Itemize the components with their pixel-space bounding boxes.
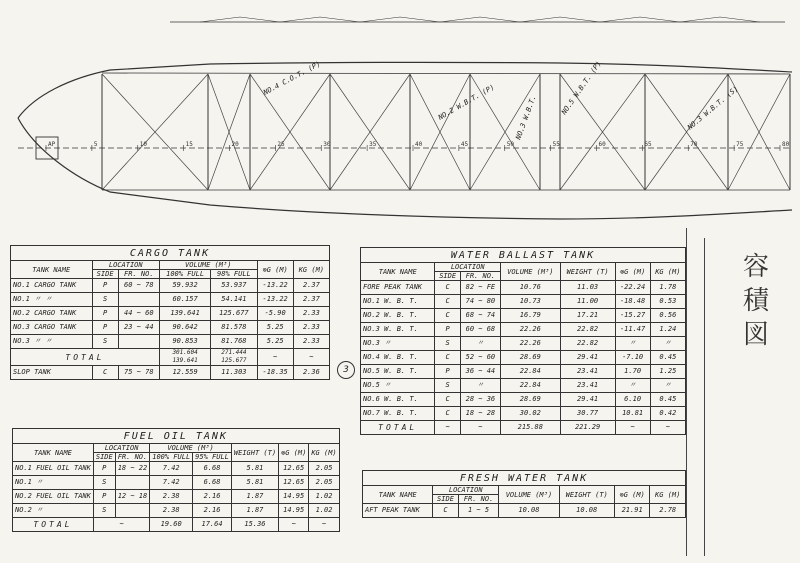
- cell: ~: [650, 421, 685, 435]
- cell: 14.95: [279, 504, 309, 518]
- tank-label: NO.4 C.O.T. (P): [262, 60, 322, 97]
- cell: 〃: [460, 379, 500, 393]
- hull-outline-upper: [18, 59, 792, 118]
- cell: 〃: [460, 337, 500, 351]
- station-label: 70: [690, 141, 698, 148]
- col-header: LOCATION: [435, 263, 501, 272]
- cell: ~: [309, 518, 339, 532]
- cell: 90.853: [159, 335, 210, 349]
- cell: TOTAL: [11, 349, 160, 366]
- cell: 1.25: [650, 365, 685, 379]
- cell-line: 301.604: [172, 349, 198, 356]
- station-label: 10: [139, 141, 147, 148]
- total-row: [11, 349, 330, 366]
- cell: 1.70: [615, 365, 650, 379]
- cell: 29.41: [560, 351, 615, 365]
- col-header: TANK NAME: [13, 444, 94, 462]
- col-header: WEIGHT (T): [231, 444, 278, 462]
- cell: 11.303: [211, 366, 257, 380]
- station-label: 60: [598, 141, 606, 148]
- col-header: SIDE: [93, 453, 115, 462]
- table-row: [11, 307, 330, 321]
- station-label: 25: [277, 141, 285, 148]
- cell: P: [93, 462, 115, 476]
- table-row: [13, 504, 340, 518]
- cell: ~: [279, 518, 309, 532]
- cell: 12.65: [279, 476, 309, 490]
- table-row: [13, 490, 340, 504]
- cell: NO.7 W. B. T.: [361, 407, 435, 421]
- cell: 29.41: [560, 393, 615, 407]
- table-title: FRESH WATER TANK: [363, 471, 686, 486]
- cell: ~: [460, 421, 500, 435]
- cell: 22.84: [500, 379, 560, 393]
- cell: 15.36: [231, 518, 278, 532]
- cell-line: 271.444: [221, 349, 247, 356]
- cell: NO.2 W. B. T.: [361, 309, 435, 323]
- cell: NO.3 〃: [361, 337, 435, 351]
- cell: NO.3 CARGO TANK: [11, 321, 93, 335]
- table-row: [361, 295, 686, 309]
- cell: 〃: [615, 337, 650, 351]
- cell: 81.768: [211, 335, 257, 349]
- cell: 30.02: [500, 407, 560, 421]
- col-header: KG (M): [650, 263, 685, 281]
- cell: 2.78: [650, 504, 686, 518]
- cell: 28 ~ 36: [460, 393, 500, 407]
- cell: NO.2 FUEL OIL TANK: [13, 490, 94, 504]
- col-header: TANK NAME: [363, 486, 433, 504]
- cell: 215.88: [500, 421, 560, 435]
- table-title: FUEL OIL TANK: [13, 429, 340, 444]
- tank-label: NO.3 W.B.T. (S): [686, 84, 740, 132]
- cell: 2.38: [150, 504, 193, 518]
- cell: -15.27: [615, 309, 650, 323]
- cell-line: 125.677: [221, 357, 247, 364]
- cell: 1.24: [650, 323, 685, 337]
- table-row: [11, 293, 330, 307]
- cell: ~: [293, 349, 329, 366]
- cell: C: [435, 407, 460, 421]
- cell: 5.81: [231, 462, 278, 476]
- table-row: [11, 335, 330, 349]
- cell: 5.25: [257, 335, 293, 349]
- cell: [115, 476, 150, 490]
- total-row: [361, 421, 686, 435]
- col-header: SIDE: [92, 270, 118, 279]
- cell: 〃: [615, 379, 650, 393]
- cell: 74 ~ 80: [460, 295, 500, 309]
- col-header: FR. NO.: [118, 270, 159, 279]
- cell: 〃: [650, 379, 685, 393]
- cell: 75 ~ 78: [118, 366, 159, 380]
- col-header: KG (M): [293, 261, 329, 279]
- cell: NO.3 〃 〃: [11, 335, 93, 349]
- col-header: VOLUME (M³): [499, 486, 559, 504]
- col-header: LOCATION: [93, 444, 149, 453]
- cell: 2.37: [293, 293, 329, 307]
- station-label: AP: [48, 141, 56, 148]
- cell: NO.1 CARGO TANK: [11, 279, 93, 293]
- cell: S: [93, 476, 115, 490]
- col-header: SIDE: [433, 495, 459, 504]
- cell: 10.76: [500, 281, 560, 295]
- cell: 1.87: [231, 490, 278, 504]
- tank-label: NO.2 W.B.T. (P): [437, 83, 496, 122]
- col-header: FR. NO.: [115, 453, 150, 462]
- water-ballast-tank-table: [360, 247, 686, 435]
- table-row: [361, 337, 686, 351]
- cell: [159, 349, 210, 366]
- col-header: ⊗G (M): [257, 261, 293, 279]
- cell: P: [435, 365, 460, 379]
- cell: 2.16: [193, 504, 232, 518]
- station-label: 45: [460, 141, 469, 148]
- cell: 60 ~ 78: [118, 279, 159, 293]
- col-header: TANK NAME: [361, 263, 435, 281]
- table-row: [11, 321, 330, 335]
- cell: 30.77: [560, 407, 615, 421]
- col-header: KG (M): [650, 486, 686, 504]
- cell-line: 139.641: [172, 357, 198, 364]
- col-header: FR. NO.: [460, 272, 500, 281]
- cell: 18 ~ 28: [460, 407, 500, 421]
- hull-outline-lower: [18, 118, 792, 219]
- cell: 18 ~ 22: [115, 462, 150, 476]
- cell: 17.64: [193, 518, 232, 532]
- cell: 12 ~ 18: [115, 490, 150, 504]
- table-row: [363, 504, 686, 518]
- cell: 12.65: [279, 462, 309, 476]
- table-row: [361, 365, 686, 379]
- col-header: VOLUME (M³): [500, 263, 560, 281]
- col-header: LOCATION: [92, 261, 159, 270]
- station-label: 5: [93, 141, 98, 148]
- cell: 1 ~ 5: [458, 504, 498, 518]
- col-header: 100% FULL: [159, 270, 210, 279]
- table-row: [361, 309, 686, 323]
- cell: 7.42: [150, 462, 193, 476]
- cell: -13.22: [257, 279, 293, 293]
- title-char: 図: [742, 320, 769, 350]
- cell: -22.24: [615, 281, 650, 295]
- cell: 0.56: [650, 309, 685, 323]
- cell: -13.22: [257, 293, 293, 307]
- cell: 68 ~ 74: [460, 309, 500, 323]
- table-title: CARGO TANK: [11, 246, 330, 261]
- cell: ~: [257, 349, 293, 366]
- cell: C: [435, 281, 460, 295]
- col-header: ⊗G (M): [614, 486, 650, 504]
- col-header: KG (M): [309, 444, 339, 462]
- cell: 14.95: [279, 490, 309, 504]
- col-header: VOLUME (M³): [150, 444, 232, 453]
- cell: 2.33: [293, 335, 329, 349]
- cell: 22.26: [500, 323, 560, 337]
- station-label: 80: [782, 141, 790, 148]
- cell: P: [92, 307, 118, 321]
- cell: 12.559: [159, 366, 210, 380]
- cell: 2.36: [293, 366, 329, 380]
- station-label: 50: [506, 141, 514, 148]
- ship-plan-drawing: [0, 0, 800, 240]
- title-char: 積: [742, 286, 769, 316]
- cell: 81.578: [211, 321, 257, 335]
- cell: 2.33: [293, 321, 329, 335]
- cell: 5.25: [257, 321, 293, 335]
- cell: NO.1 〃 〃: [11, 293, 93, 307]
- cell: 0.45: [650, 351, 685, 365]
- cell: 0.42: [650, 407, 685, 421]
- col-header: ⊗G (M): [615, 263, 650, 281]
- cell: 22.82: [560, 323, 615, 337]
- cell: 28.69: [500, 351, 560, 365]
- cell: 6.10: [615, 393, 650, 407]
- cell: 28.69: [500, 393, 560, 407]
- cell: 53.937: [211, 279, 257, 293]
- cell: -11.47: [615, 323, 650, 337]
- col-header: VOLUME (M³): [159, 261, 257, 270]
- cell: 10.08: [499, 504, 559, 518]
- station-label: 75: [736, 141, 744, 148]
- cell: ~: [93, 518, 149, 532]
- cell: 60.157: [159, 293, 210, 307]
- cell: 54.141: [211, 293, 257, 307]
- cell: NO.1 〃: [13, 476, 94, 490]
- cell: C: [433, 504, 459, 518]
- cell: 7.42: [150, 476, 193, 490]
- cell: 221.29: [560, 421, 615, 435]
- table-row: [361, 407, 686, 421]
- cell: 2.16: [193, 490, 232, 504]
- cell: NO.1 W. B. T.: [361, 295, 435, 309]
- cell: 22.26: [500, 337, 560, 351]
- cell: P: [93, 490, 115, 504]
- cell: TOTAL: [13, 518, 94, 532]
- station-label: 30: [323, 141, 331, 148]
- table-row: [11, 366, 330, 380]
- cell: NO.2 〃: [13, 504, 94, 518]
- cell: 52 ~ 60: [460, 351, 500, 365]
- cell: 1.87: [231, 504, 278, 518]
- col-header: SIDE: [435, 272, 460, 281]
- cell: NO.3 W. B. T.: [361, 323, 435, 337]
- cell: -5.90: [257, 307, 293, 321]
- cargo-tank-table: [10, 245, 330, 380]
- page-number-circle: 3: [337, 361, 355, 379]
- cell: ~: [435, 421, 460, 435]
- cell: 1.02: [309, 490, 339, 504]
- cell: C: [92, 366, 118, 380]
- cell: S: [92, 293, 118, 307]
- cell: NO.1 FUEL OIL TANK: [13, 462, 94, 476]
- table-row: [361, 379, 686, 393]
- cell: [118, 335, 159, 349]
- cell: 5.81: [231, 476, 278, 490]
- cell: [118, 293, 159, 307]
- table-row: [361, 281, 686, 295]
- col-header: LOCATION: [433, 486, 499, 495]
- fuel-oil-tank-table: [12, 428, 340, 532]
- frame-line-inner: [704, 238, 705, 556]
- cell: S: [435, 379, 460, 393]
- cell: 11.03: [560, 281, 615, 295]
- cell: 22.84: [500, 365, 560, 379]
- cell: 21.91: [614, 504, 650, 518]
- fresh-water-tank-table: [362, 470, 686, 518]
- table-row: [361, 351, 686, 365]
- cell: C: [435, 309, 460, 323]
- cell: 10.08: [559, 504, 614, 518]
- cell: S: [92, 335, 118, 349]
- title-char: 容: [742, 252, 769, 282]
- top-reference-marks: [200, 17, 760, 22]
- cell: -18.35: [257, 366, 293, 380]
- cell: 139.641: [159, 307, 210, 321]
- cell: 125.677: [211, 307, 257, 321]
- cell: AFT PEAK TANK: [363, 504, 433, 518]
- table-row: [13, 462, 340, 476]
- cell: 6.68: [193, 476, 232, 490]
- cell: 1.02: [309, 504, 339, 518]
- col-header: ⊗G (M): [279, 444, 309, 462]
- cell: 0.45: [650, 393, 685, 407]
- cell: 2.05: [309, 476, 339, 490]
- cell: C: [435, 295, 460, 309]
- tank-label: NO.3 W.B.T.: [514, 94, 538, 141]
- cell: NO.6 W. B. T.: [361, 393, 435, 407]
- cell: 22.82: [560, 337, 615, 351]
- cell: SLOP TANK: [11, 366, 93, 380]
- cell: 2.33: [293, 307, 329, 321]
- cell: 1.78: [650, 281, 685, 295]
- table-row: [361, 393, 686, 407]
- cell: NO.5 W. B. T.: [361, 365, 435, 379]
- station-label: 35: [369, 141, 377, 148]
- col-header: 100% FULL: [150, 453, 193, 462]
- cell: 17.21: [560, 309, 615, 323]
- cell: 19.60: [150, 518, 193, 532]
- cell: 2.37: [293, 279, 329, 293]
- cell: NO.5 〃: [361, 379, 435, 393]
- col-header: FR. NO.: [458, 495, 498, 504]
- cell: 2.05: [309, 462, 339, 476]
- col-header: WEIGHT (T): [559, 486, 614, 504]
- table-row: [11, 279, 330, 293]
- cell: 23.41: [560, 365, 615, 379]
- cell: 11.00: [560, 295, 615, 309]
- col-header: 98% FULL: [211, 270, 257, 279]
- cell: 23 ~ 44: [118, 321, 159, 335]
- cell: 59.932: [159, 279, 210, 293]
- table-row: [13, 476, 340, 490]
- station-label: 20: [231, 141, 239, 148]
- cell: 2.38: [150, 490, 193, 504]
- cell: [211, 349, 257, 366]
- col-header: WEIGHT (T): [560, 263, 615, 281]
- cell: S: [93, 504, 115, 518]
- station-label: 65: [644, 141, 652, 148]
- cell: 0.53: [650, 295, 685, 309]
- cell: NO.4 W. B. T.: [361, 351, 435, 365]
- cell: [115, 504, 150, 518]
- table-row: [361, 323, 686, 337]
- cell: 82 ~ FE: [460, 281, 500, 295]
- cell: NO.2 CARGO TANK: [11, 307, 93, 321]
- cell: FORE PEAK TANK: [361, 281, 435, 295]
- cell: 90.642: [159, 321, 210, 335]
- cell: P: [92, 279, 118, 293]
- total-row: [13, 518, 340, 532]
- cell: 23.41: [560, 379, 615, 393]
- cell: 6.68: [193, 462, 232, 476]
- tank-label: NO.5 W.B.T. (P): [560, 59, 603, 117]
- col-header: 95% FULL: [193, 453, 232, 462]
- cell: P: [435, 323, 460, 337]
- station-label: 40: [415, 141, 423, 148]
- cell: -18.48: [615, 295, 650, 309]
- cell: 16.79: [500, 309, 560, 323]
- frame-line-right: [686, 228, 687, 556]
- cell: TOTAL: [361, 421, 435, 435]
- cell: ~: [615, 421, 650, 435]
- station-label: 15: [185, 141, 193, 148]
- cell: 44 ~ 60: [118, 307, 159, 321]
- cell: 10.81: [615, 407, 650, 421]
- cell: 〃: [650, 337, 685, 351]
- cell: C: [435, 351, 460, 365]
- table-title: WATER BALLAST TANK: [361, 248, 686, 263]
- cell: -7.10: [615, 351, 650, 365]
- cell: S: [435, 337, 460, 351]
- station-label: 55: [552, 141, 560, 148]
- cell: P: [92, 321, 118, 335]
- col-header: TANK NAME: [11, 261, 93, 279]
- cell: C: [435, 393, 460, 407]
- deck-edge-upper: [102, 73, 790, 74]
- cell: 10.73: [500, 295, 560, 309]
- cell: 36 ~ 44: [460, 365, 500, 379]
- drawing-title-vertical: [740, 250, 772, 352]
- cell: 60 ~ 68: [460, 323, 500, 337]
